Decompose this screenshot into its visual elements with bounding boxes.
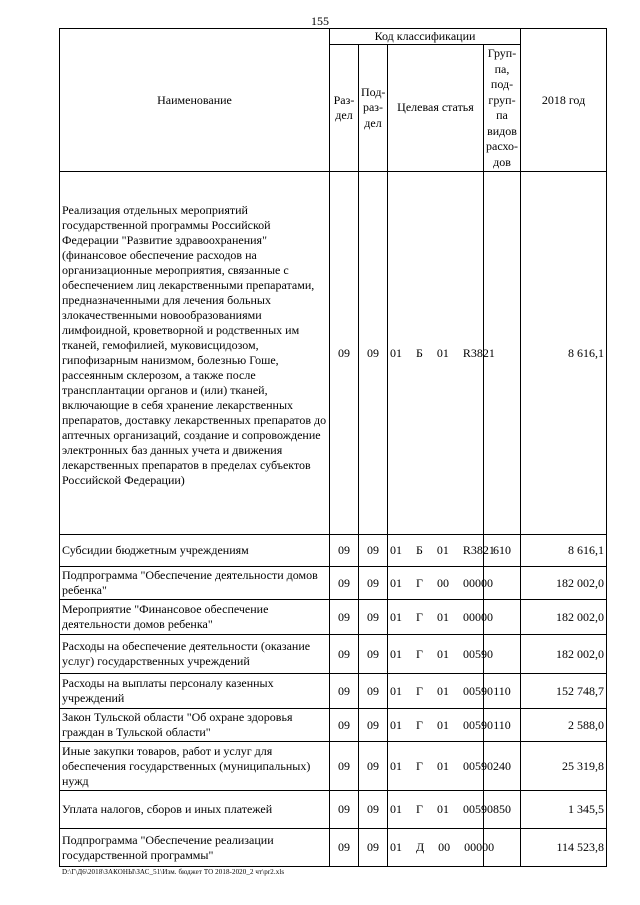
row-amount: 1 345,5 (521, 791, 607, 829)
row-amount: 8 616,1 (521, 172, 607, 535)
page-number: 155 (311, 14, 329, 28)
table-row (60, 567, 607, 600)
row-amount: 182 002,0 (521, 567, 607, 600)
row-subsection: 09 (359, 674, 388, 709)
row-group: 240 (484, 742, 521, 791)
table-row (60, 709, 607, 742)
table-row (60, 535, 607, 567)
row-name: Закон Тульской области "Об охране здоровья граждан в Тульской области" (60, 709, 330, 742)
row-group: 850 (484, 791, 521, 829)
header-expense-group: Груп- па, под- груп- па видов расхо- дов (484, 45, 521, 172)
row-name: Расходы на выплаты персоналу казенных учреждений (60, 674, 330, 709)
row-amount: 2 588,0 (521, 709, 607, 742)
row-group: 610 (484, 535, 521, 567)
row-name: Расходы на обеспечение деятельности (оказание услуг) государственных учреждений (60, 635, 330, 674)
row-section: 09 (330, 829, 359, 867)
row-amount: 152 748,7 (521, 674, 607, 709)
row-subsection: 09 (359, 709, 388, 742)
row-target: 01 Г 01 00000 (388, 600, 484, 635)
row-subsection: 09 (359, 600, 388, 635)
row-target: 01 Б 01 R3821 (388, 535, 484, 567)
row-subsection: 09 (359, 567, 388, 600)
row-amount: 182 002,0 (521, 635, 607, 674)
row-section: 09 (330, 172, 359, 535)
table-row (60, 600, 607, 635)
row-section: 09 (330, 674, 359, 709)
row-target: 01 Г 01 00590 (388, 742, 484, 791)
row-amount: 8 616,1 (521, 535, 607, 567)
table-row (60, 791, 607, 829)
header-target: Целевая статья (388, 45, 484, 172)
row-name: Подпрограмма "Обеспечение реализации государственной программы" (60, 829, 330, 867)
row-target: 01 Г 01 00590 (388, 674, 484, 709)
row-target: 01 Б 01 R3821 (388, 172, 484, 535)
table-row (60, 742, 607, 791)
table-header (60, 29, 607, 172)
row-section: 09 (330, 600, 359, 635)
row-target: 01 Г 01 00590 (388, 635, 484, 674)
row-section: 09 (330, 635, 359, 674)
row-amount: 114 523,8 (521, 829, 607, 867)
row-name: Мероприятие "Финансовое обеспечение деятельности домов ребенка" (60, 600, 330, 635)
row-section: 09 (330, 535, 359, 567)
row-section: 09 (330, 742, 359, 791)
header-code-classification: Код классификации (330, 29, 521, 45)
row-amount: 25 319,8 (521, 742, 607, 791)
row-target: 01 Д 00 00000 (388, 829, 484, 867)
row-subsection: 09 (359, 535, 388, 567)
row-name: Уплата налогов, сборов и иных платежей (60, 791, 330, 829)
row-name: Реализация отдельных мероприятий государственной программы Российской Федерации "Развитие здравоохранения" (финансовое обеспечение расходов на организационные мероприятия, связанные с обеспечением лиц лекарственными препаратами, предназначенными для лечения больных злокачественными новообразованиями лимфоидной, кроветворной и родственных им тканей, гемофилией, муковисцидозом, гипофизарным нанизмом, болезнью Гоше, рассеянным склерозом, а также после трансплантации органов и (или) тканей, включающие в себя хранение лекарственных препаратов, доставку лекарственных препаратов до аптечных организаций, создание и сопровождение электронных баз данных учета и движения лекарственных препаратов в пределах субъектов Российской Федерации) (60, 172, 330, 535)
row-subsection: 09 (359, 791, 388, 829)
row-amount: 182 002,0 (521, 600, 607, 635)
row-target: 01 Г 01 00590 (388, 709, 484, 742)
row-name: Субсидии бюджетным учреждениям (60, 535, 330, 567)
budget-table (59, 28, 607, 867)
row-section: 09 (330, 709, 359, 742)
row-subsection: 09 (359, 829, 388, 867)
row-section: 09 (330, 567, 359, 600)
row-subsection: 09 (359, 635, 388, 674)
row-name: Подпрограмма "Обеспечение деятельности домов ребенка" (60, 567, 330, 600)
table-body (60, 172, 607, 867)
file-path-footer: D:\Г\Д6\2018\ЗАКОНЫ\ЗАС_51\Изм. бюджет ТО 2018-2020_2 чт\pr2.xls (62, 868, 285, 876)
row-group: 110 (484, 674, 521, 709)
row-section: 09 (330, 791, 359, 829)
header-year: 2018 год (521, 29, 607, 172)
header-section: Раз- дел (330, 45, 359, 172)
table-row (60, 172, 607, 535)
table-row (60, 674, 607, 709)
table-row (60, 635, 607, 674)
header-name: Наименование (60, 29, 330, 172)
row-subsection: 09 (359, 172, 388, 535)
table-row (60, 829, 607, 867)
row-target: 01 Г 01 00590 (388, 791, 484, 829)
header-subsection: Под- раз- дел (359, 45, 388, 172)
row-group: 110 (484, 709, 521, 742)
row-name: Иные закупки товаров, работ и услуг для обеспечения государственных (муниципальных) нужд (60, 742, 330, 791)
row-target: 01 Г 00 00000 (388, 567, 484, 600)
row-subsection: 09 (359, 742, 388, 791)
